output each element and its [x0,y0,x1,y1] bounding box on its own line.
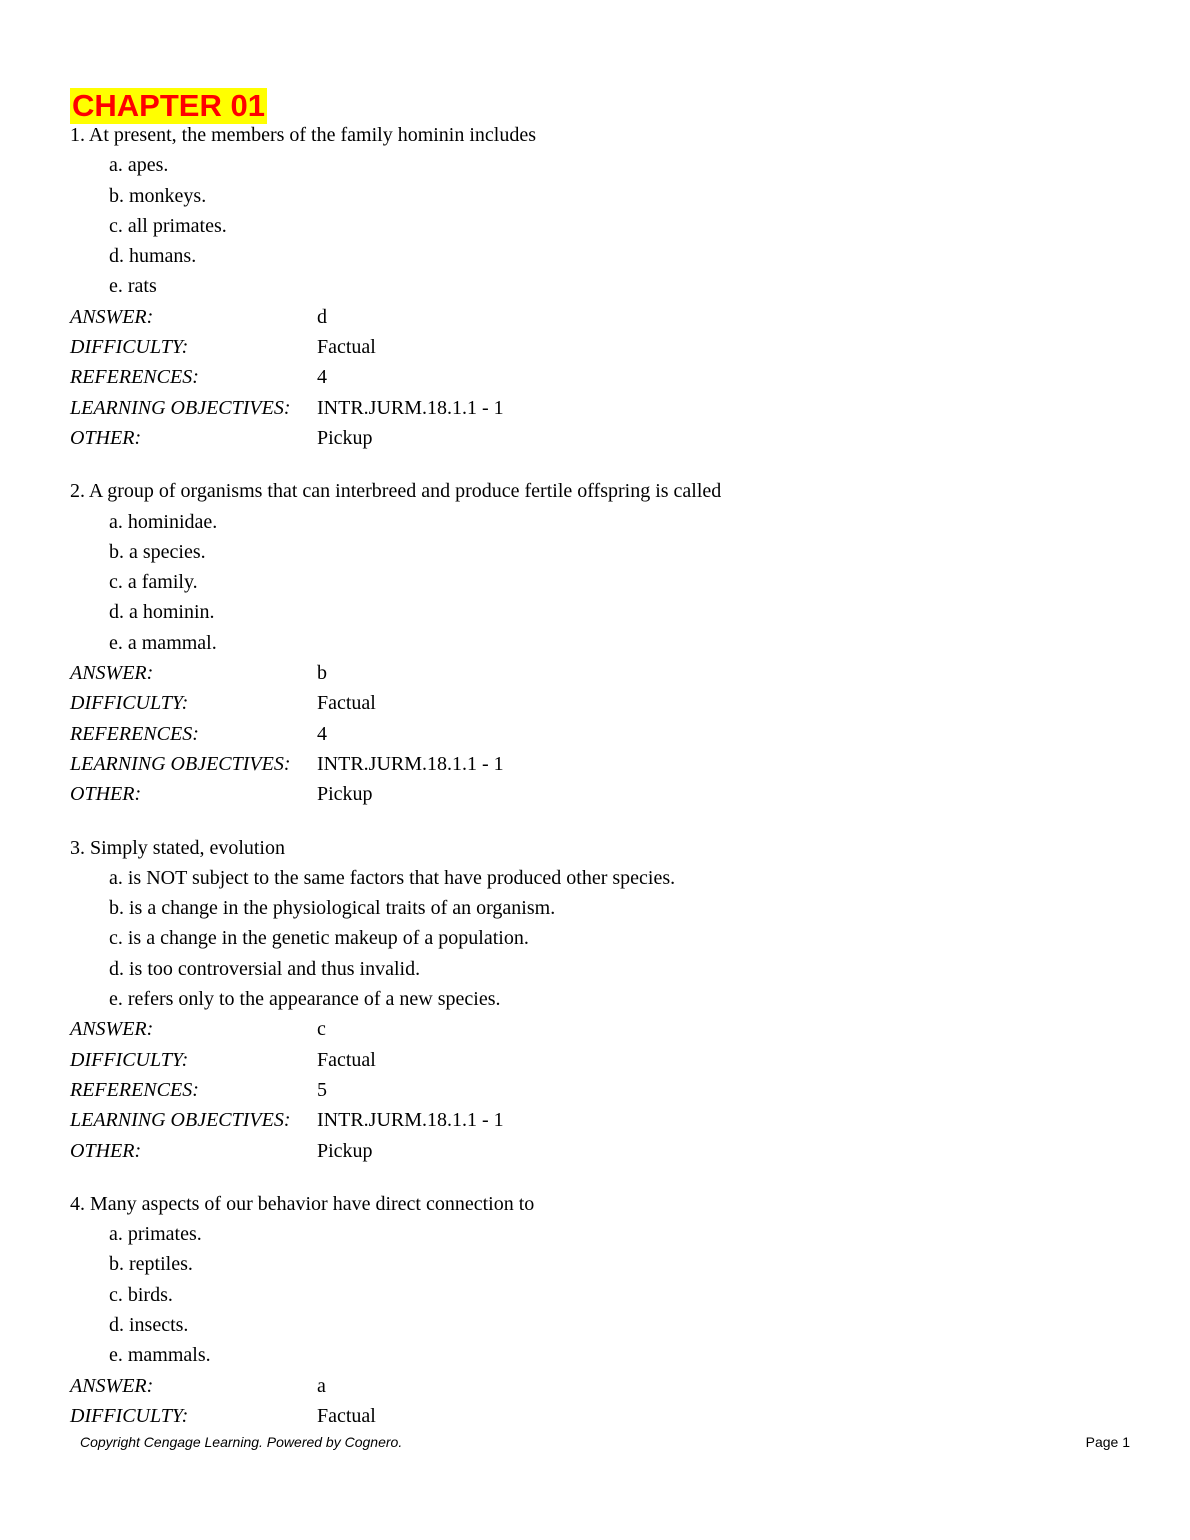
meta-row [70,1401,1130,1431]
answer-option: b. reptiles. [109,1253,193,1276]
meta-label: OTHER: [70,783,142,806]
meta-value: Factual [317,1404,376,1427]
meta-value: Factual [317,336,376,359]
answer-option: c. is a change in the genetic makeup of a population. [109,927,529,950]
meta-row [70,362,1130,392]
meta-value: 4 [317,366,327,389]
meta-value: d [317,305,327,328]
meta-value: INTR.JURM.18.1.1 - 1 [317,1109,504,1132]
answer-option: e. mammals. [109,1344,211,1367]
meta-value: Factual [317,692,376,715]
meta-label: DIFFICULTY: [70,1048,189,1071]
meta-row [70,1014,1130,1044]
answer-option: d. insects. [109,1313,189,1336]
answer-option: b. a species. [109,540,206,563]
meta-label: LEARNING OBJECTIVES: [70,396,291,419]
meta-row [70,423,1130,453]
question-block [70,120,1130,453]
answer-option: e. refers only to the appearance of a new species. [109,988,501,1011]
meta-row [70,1075,1130,1105]
meta-row [70,688,1130,718]
meta-value: INTR.JURM.18.1.1 - 1 [317,752,504,775]
answer-option: e. a mammal. [109,631,217,654]
question-block [70,1189,1130,1431]
answer-option: b. monkeys. [109,184,207,207]
question-stem: 3. Simply stated, evolution [70,836,285,859]
meta-value: c [317,1018,326,1041]
meta-label: DIFFICULTY: [70,1404,189,1427]
meta-value: Pickup [317,1139,373,1162]
meta-label: ANSWER: [70,1018,154,1041]
question-list [70,120,1130,1454]
chapter-title: CHAPTER 01 [72,88,265,123]
meta-label: REFERENCES: [70,366,199,389]
meta-label: LEARNING OBJECTIVES: [70,752,291,775]
meta-value: Pickup [317,426,373,449]
answer-option: c. a family. [109,571,198,594]
meta-label: REFERENCES: [70,722,199,745]
answer-option: e. rats [109,275,157,298]
meta-label: OTHER: [70,1139,142,1162]
answer-option: c. birds. [109,1283,173,1306]
meta-row [70,393,1130,423]
meta-value: a [317,1374,326,1397]
meta-value: b [317,662,327,685]
question-stem: 2. A group of organisms that can interbreed and produce fertile offspring is called [70,480,722,503]
answer-option: c. all primates. [109,214,227,237]
meta-row [70,779,1130,809]
meta-label: DIFFICULTY: [70,692,189,715]
meta-row [70,1371,1130,1401]
meta-value: Factual [317,1048,376,1071]
answer-option: d. is too controversial and thus invalid. [109,957,421,980]
meta-row [70,719,1130,749]
meta-label: REFERENCES: [70,1078,199,1101]
meta-row [70,1045,1130,1075]
meta-row [70,749,1130,779]
answer-option: a. hominidae. [109,510,218,533]
meta-value: Pickup [317,783,373,806]
meta-row [70,658,1130,688]
page-number: Page 1 [1085,1434,1130,1450]
page-footer [80,1434,1130,1450]
meta-label: DIFFICULTY: [70,336,189,359]
meta-label: ANSWER: [70,305,154,328]
meta-row [70,302,1130,332]
question-block [70,833,1130,1166]
meta-label: ANSWER: [70,662,154,685]
meta-label: ANSWER: [70,1374,154,1397]
meta-row [70,1136,1130,1166]
meta-label: OTHER: [70,426,142,449]
meta-row [70,332,1130,362]
meta-row [70,1105,1130,1135]
question-stem: 4. Many aspects of our behavior have direct connection to [70,1192,535,1215]
answer-option: d. a hominin. [109,601,215,624]
answer-option: a. is NOT subject to the same factors that have produced other species. [109,866,676,889]
copyright-text: Copyright Cengage Learning. Powered by Cognero. [80,1434,403,1450]
meta-value: 4 [317,722,327,745]
meta-value: 5 [317,1078,327,1101]
answer-option: b. is a change in the physiological traits of an organism. [109,897,556,920]
question-block [70,476,1130,809]
meta-value: INTR.JURM.18.1.1 - 1 [317,396,504,419]
question-stem: 1. At present, the members of the family hominin includes [70,124,537,146]
answer-option: a. primates. [109,1223,202,1246]
meta-label: LEARNING OBJECTIVES: [70,1109,291,1132]
answer-option: d. humans. [109,245,197,268]
answer-option: a. apes. [109,154,169,177]
